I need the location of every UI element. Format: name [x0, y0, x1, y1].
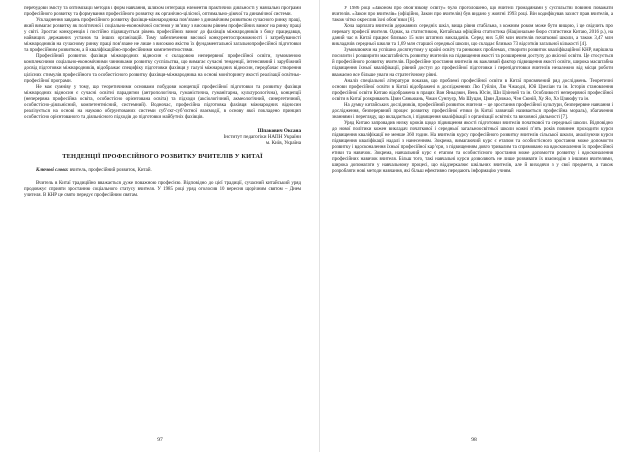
author-institute: Інститут педагогіки НАПН України [223, 133, 301, 140]
left-paragraph-1: перебудови змісту та оптимізації методів і форм навчання, шляхом інтеграції елементів практичної діяльності у навчальні програми професійного розвитку та формування професійного розвитку як органічно-цілісної, оптимально-діючої та динамічної системи. [24, 6, 301, 18]
right-paragraph-3: Зумовлюючи на успішно досягнутому у країні освіту та ринкових проблемах, створити розвиток кваліфікаційної КНР, вирішила посилити і розширити масштабність розвитку вчителів на підвищення якості та розширення доступу до якісної освіти. Це стосується й професійного розвитку вчителів. Професійне зростання вчителів як важливий фактор підвищення якості освіти, широка масштабна підвищення їхньої кваліфікації, рівний доступ до професійної підготовки і перепідготовки вчителів незалежно від місця роботи вважаємо все більше уваги на стратегічному рівні. [332, 48, 613, 78]
right-page-number: 98 [471, 437, 477, 443]
left-paragraph-3: Професійний розвиток фахівця міжнародних відносин є складовою неперервної професійної освіти, зумовленою комплексними соціально-економічними чинниками розвитку суспільства, що вимагає сучасні тенденції, інтенсивний і зарубіжний досвід підготовки міжнародників, відображає специфіку підготовки фахівця у галузі міжнародних відносин, передбачає створення цілісних стимулів професійного та особистісного розвитку фахівця-міжнародника на основі моніторингу якості реалізації освітньо-професійної програми. [24, 54, 301, 84]
left-page-number: 97 [157, 437, 163, 443]
article-title: ТЕНДЕНЦІЇ ПРОФЕСІЙНОГО РОЗВИТКУ ВЧИТЕЛІВ У КИТАЇ [62, 153, 263, 161]
right-paragraph-6: Уряд Китаю запровадив низку кроків щодо підвищення якості підготовки вчителів початкової та середньої школи. Відповідно до нової політики кожен викладач початкової і середньої загальноосвітньої школи кожні п’ять років повинен проходити курси підвищення кваліфікації не менше 360 годин. На вчителів курсу професійного розвитку вчителів сільської школи, аналізуючи курси підвищення кваліфікації надалі з нанесенням. Зокрема, вимагаючий курс є етапом та особистісного зростання може допомогти розвитку і вдосконалення їхньої професійної кар’єри, з підвищенням довго тривалим та спрямовано на вдосконалення їх професійної етики та навичок. Зокрема, навчальний курс є етапом та особистісного зростання може допомогти розвитку і вдосконалення професійних навичок вчителя. Більш того, такі навчальні курси дозволяють не лише розвивати їх взаємодію з іншими вчителями, широка допомагати у навчальному процесі, що віддзеркалює шкільних вчителів, але й виходячи з у свої предмети, а також розробляти нові методи навчання, які більш ефективно передають інформацію учням. [332, 120, 613, 175]
right-paragraph-5: На думку китайських дослідників, професійний розвиток вчителя – це зростання професійної культури, безперервне навчання і дослідження, безперервний процес розвитку професійної етики (в Китаї зазвичай називається професійна мораль), збагачення знаннями і перегляду, що вкладається, і підвищення кваліфікації з організації освітніх та виховної діяльності [7]. [332, 102, 613, 120]
right-page [320, 0, 640, 452]
right-text-column [332, 6, 613, 438]
right-paragraph-4: Аналіз спеціальної літератури показав, що проблемі професійної освіти в Китаї присвячений ряд досліджень. Теоретичні основи професійної освіти в Китаї відображені в дослідженнях Лю Гуйлін, Лю Чжаодзі, Юй Цзеліан та ін. Історія становлення професійної освіти Китаю відображена в працях Ван Яньцзюн, Вень Юсін, Ши Цзінчей та ін. Особливості неперервної професійної освіти в Китаї розкривають Цзян Сяньюань, Чжан Сунпуєр, Мо Шуцан, Цзян Дачжао, Чэн Сюній, Ху Яо, Хэ Цзиюфу та ін. [332, 78, 613, 102]
left-paragraph-4: Не має сумніву у тому, що теоретичними основами побудови концепції професійної підготовки та розвитку фахівця міжнародних відносин є сучасні освітні парадигми (антропологічна, гуманістична, гуманітарна, культурологічна), концепції (неперервна професійна освіта, особистісно орієнтована освіта) та підходи (аксіологічний, акмеологічний, синергетичний, особистісно-діяльнісний, компетентнісний, системний). Водночас, професійна підготовка фахівця міжнародних відносин реалізується на основі на науково обґрунтованих системи суб’єкт-суб’єктної взаємодії, в основу якої покладено принцип особистісно орієнтованого та діяльнісного підходів до підготовки майбутніх фахівців. [24, 84, 301, 120]
author-name: Шпакович Оксана [257, 127, 301, 134]
left-paragraph-2: Ускладнення завдань професійного розвитку фахівця-міжнародника пов’язане з динамічним розвитком сучасного ринку праці, який вимагає розвитку як політичної і соціально-економічної системи у зв’язку з високим рівнем професійних вимог на ринку праці у світі. Зростає конкуренція і постійно підвищується рівень професійних вимог до фахівців міжнародників з боку працедавця, найвищих державних установ та інших організацій. Тому забезпечення високої конкурентоспроможності і затребуваності міжнародників на сучасному ринку праці пов’язане не лише з високою якістю їх фундаментальної загальнопрофесійної підготовки та професійним розвитком, а й кваліфікаційно-професійними компетентностями. [24, 18, 301, 54]
author-block [24, 128, 301, 146]
right-paragraph-1: У 1986 році «Законом про обов’язкову освіту» було проголошено, що вчителі громадянами у суспільстві повинні поважати вчителів. «Закон про вчителів» (офіційно, Закон про вчителів) був видано у жовтні 1993 році. Він кодифікував захист прав вчителів, а також чітко окреслив їхні обов’язки [6]. [332, 6, 613, 24]
keywords-text: вчитель, професійний розвиток, Китай. [69, 168, 152, 174]
left-text-column [24, 6, 301, 438]
author-city: м. Київ, Україна [265, 140, 301, 147]
article-intro: Вчитель в Китаї традиційно вважається дуже поважною професією. Відповідно до цієї традиції, сучасний китайський уряд продовжує сприяти зростанню соціального статусу вчителя. У 1985 році уряд оголосив 10 вересня щорічним святом – Днем учителя. В КНР це свято передує професійним святам. [24, 181, 301, 199]
keywords-label: Ключові слова: [36, 168, 69, 174]
right-paragraph-2: Хоча зарплата вчителів державних середніх шкіл, вища рівня стабільна, з кожним роком може бути вищою, і це свідчить про перевагу професії вчителя. Однак, за статистикою, Китайська офіційна статистика (Національне бюро статистики Китаю, 2016 р.), на даний час в Китаї працює близько 15 млн штатних викладачів. Серед них 5,68 млн вчителів початкової школи, а також 3,47 млн викладачів середньої школи та 1,69 млн старшої середньої школи, що складає близько 73 відсотків загальної кількості [4]. [332, 24, 613, 48]
keywords-line [24, 168, 301, 174]
